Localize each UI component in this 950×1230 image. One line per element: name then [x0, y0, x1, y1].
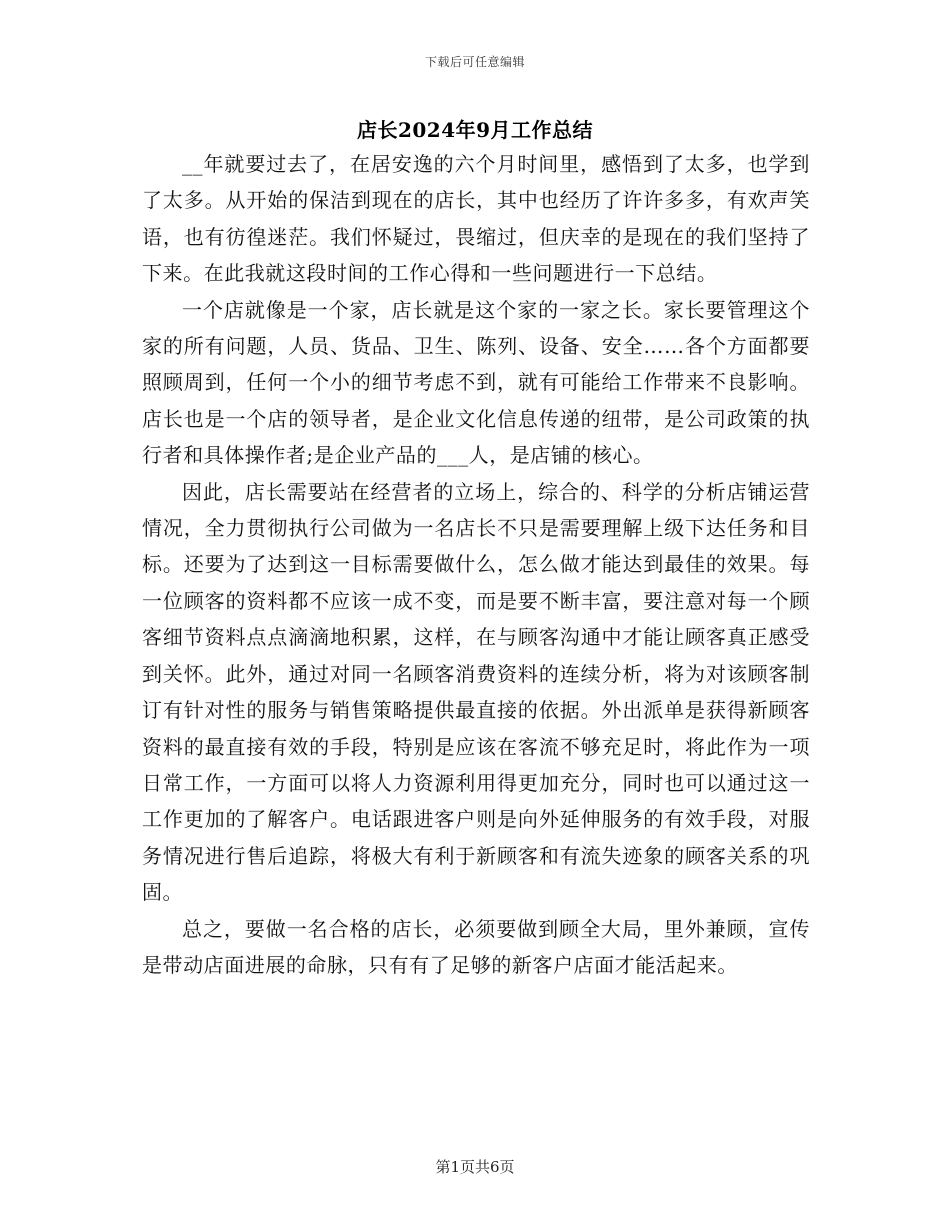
paragraph-manager-duties: 因此，店长需要站在经营者的立场上，综合的、科学的分析店铺运营情况，全力贯彻执行公司做为一名店长不只是需要理解上级下达任务和目标。还要为了达到这一目标需要做什么，怎么做才能达到最佳的效果。每一位顾客的资料都不应该一成不变，而是要不断丰富，要注意对每一个顾客细节资料点点滴滴地积累，这样，在与顾客沟通中才能让顾客真正感受到关怀。此外，通过对同一名顾客消费资料的连续分析，将为对该顾客制订有针对性的服务与销售策略提供最直接的依据。外出派单是获得新顾客资料的最直接有效的手段，特别是应该在客流不够充足时，将此作为一项日常工作，一方面可以将人力资源利用得更加充分，同时也可以通过这一工作更加的了解客户。电话跟进客户则是向外延伸服务的有效手段，对服务情况进行售后追踪，将极大有利于新顾客和有流失迹象的顾客关系的巩固。 — [142, 479, 810, 905]
paragraph-intro: __年就要过去了，在居安逸的六个月时间里，感悟到了太多，也学到了太多。从开始的保洁到现在的店长，其中也经历了许许多多，有欢声笑语，也有彷徨迷茫。我们怀疑过，畏缩过，但庆幸的是现在的我们坚持了下来。在此我就这段时间的工作心得和一些问题进行一下总结。 — [142, 152, 810, 286]
document-body — [142, 146, 810, 983]
paragraph-store-as-home: 一个店就像是一个家，店长就是这个家的一家之长。家长要管理这个家的所有问题，人员、货品、卫生、陈列、设备、安全……各个方面都要照顾周到，任何一个小的细节考虑不到，就有可能给工作带来不良影响。店长也是一个店的领导者，是企业文化信息传递的纽带，是公司政策的执行者和具体操作者;是企业产品的___人，是店铺的核心。 — [142, 297, 810, 468]
document-title: 店长2024年9月工作总结 — [356, 118, 594, 142]
paragraph-conclusion: 总之，要做一名合格的店长，必须要做到顾全大局，里外兼顾，宣传是带动店面进展的命脉，只有有了足够的新客户店面才能活起来。 — [142, 916, 810, 977]
page-number: 第1页共6页 — [435, 1158, 515, 1176]
header-note: 下载后可任意编辑 — [424, 55, 525, 69]
